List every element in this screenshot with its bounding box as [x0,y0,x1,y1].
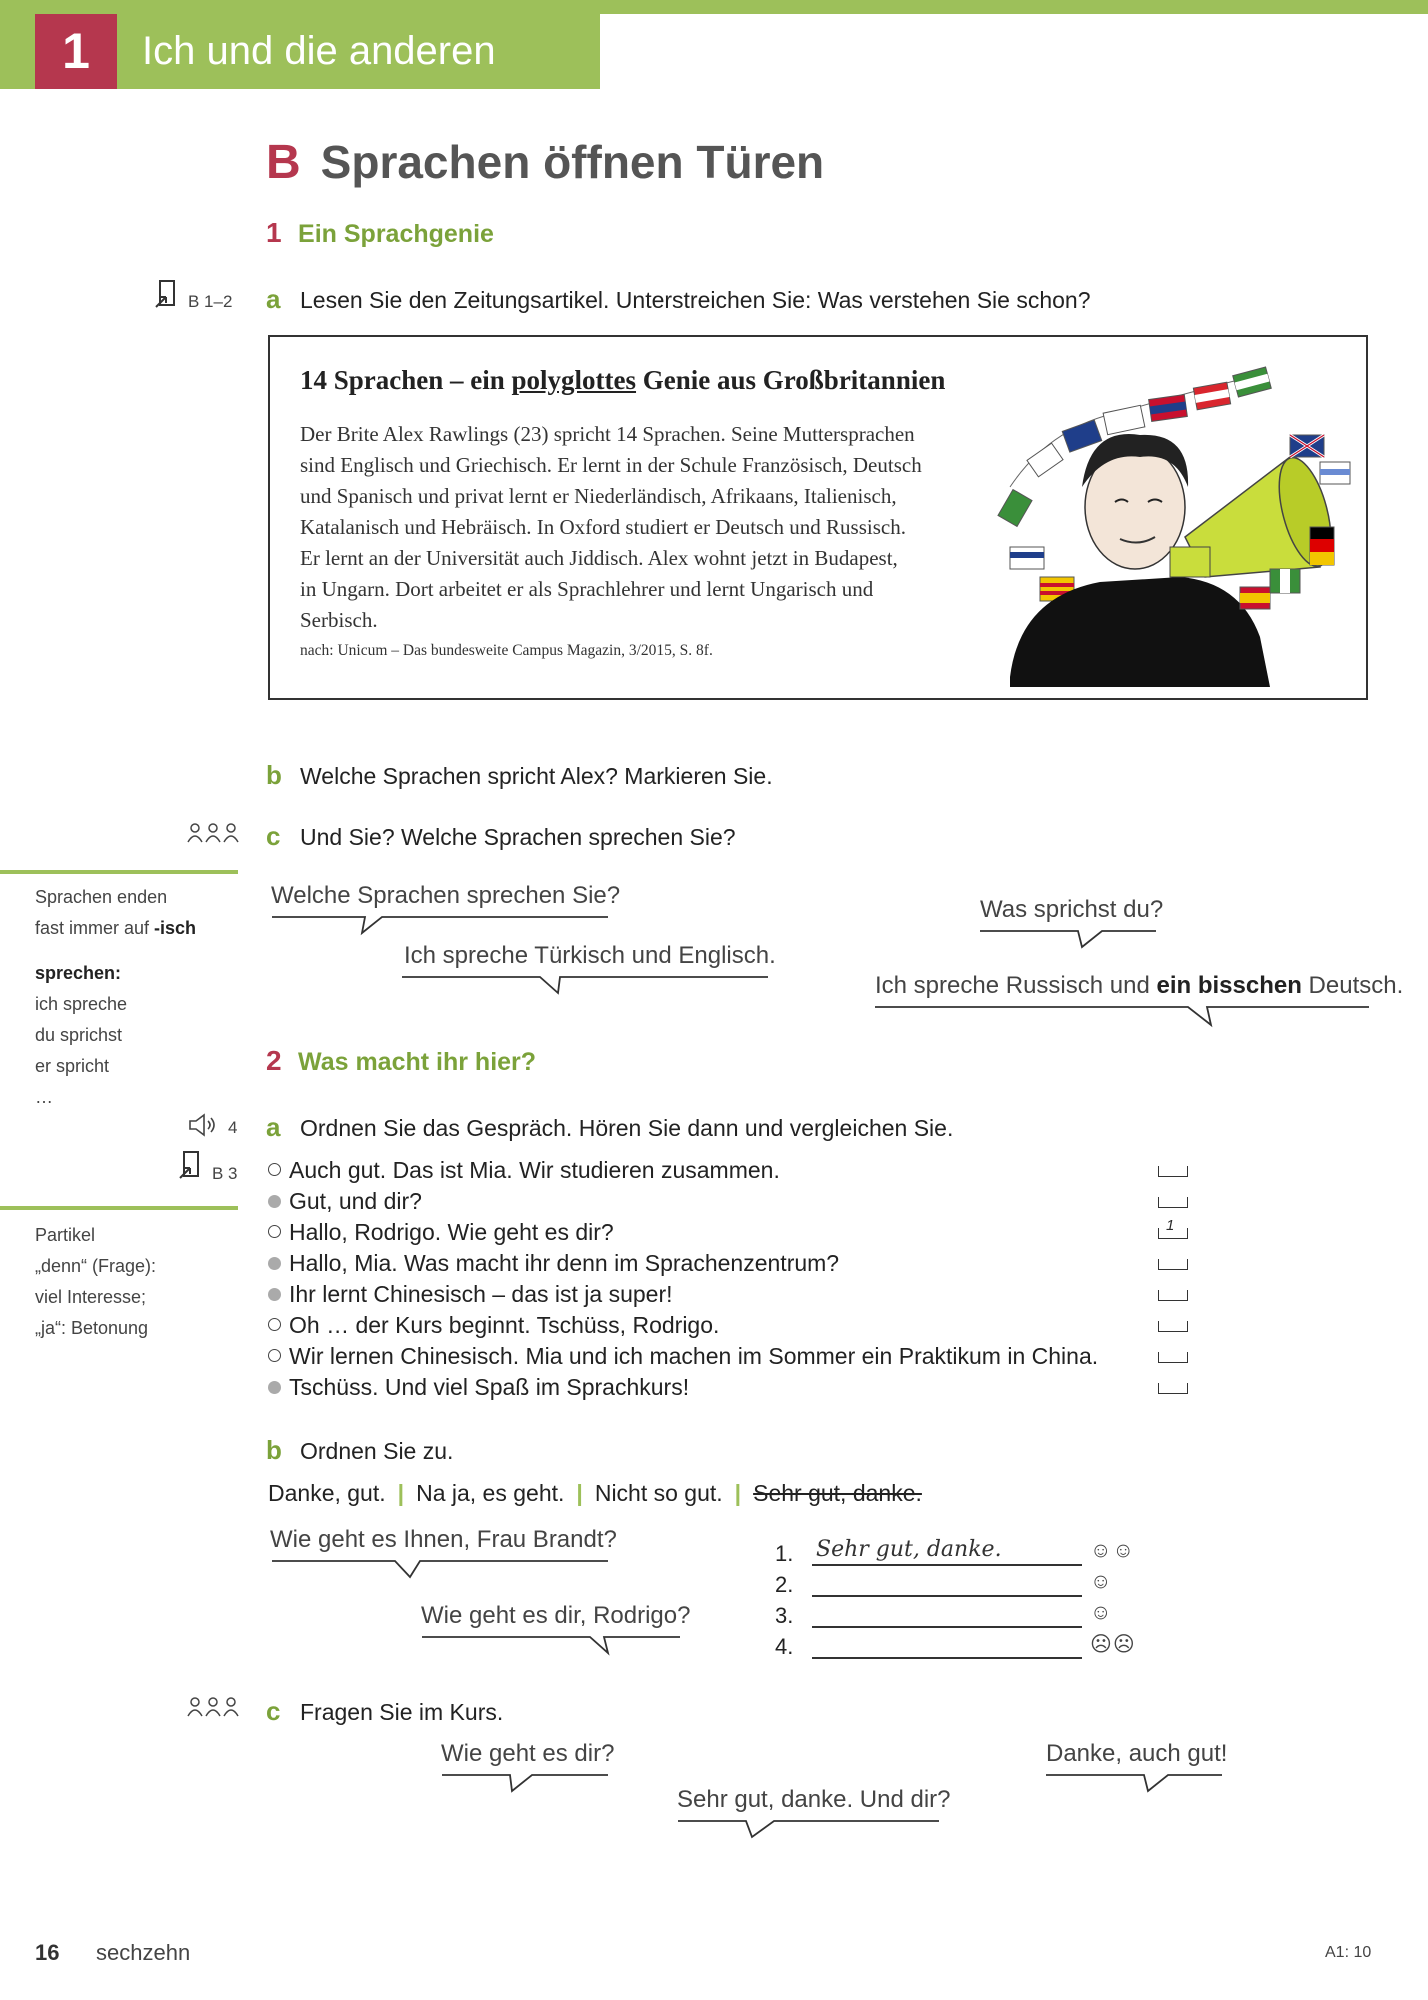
answer-line[interactable] [812,1564,1082,1566]
bubble-question-2: Was sprichst du? [980,896,1164,923]
dialog-line[interactable] [268,1372,1098,1403]
chapter-title: Ich und die anderen [142,29,496,73]
bubble-answer-2-bold: ein bisschen [1156,972,1302,999]
audio-track: 4 [228,1118,238,1137]
answer-number: 1. [775,1541,794,1566]
answer-number: 3. [775,1603,794,1628]
hint-form: ich spreche [35,994,128,1014]
task-1a-text: Lesen Sie den Zeitungsartikel. Unterstreichen Sie: Was verstehen Sie schon? [300,287,1091,313]
bubble-tail-6 [420,1633,682,1659]
hint-text: fast immer auf [35,918,155,938]
dialog-line[interactable] [268,1310,1098,1341]
dialog-list [268,1155,1098,1403]
speaker-filled-icon [268,1195,281,1208]
answer-number: 2. [775,1572,794,1597]
chapter-number: 1 [35,14,117,89]
dialog-text: Hallo, Rodrigo. Wie geht es dir? [289,1219,614,1245]
dialog-text: Auch gut. Das ist Mia. Wir studieren zusammen. [289,1157,780,1183]
smiley-very-happy-icon: ☺☺ [1090,1539,1135,1562]
speaker-open-icon [268,1318,281,1331]
level-code: A1: 10 [1325,1944,1372,1961]
hint-heading [35,958,245,989]
article-line: Serbisch. [300,608,378,632]
task-1c-text: Und Sie? Welche Sprachen sprechen Sie? [300,824,736,850]
order-box[interactable] [1158,1383,1188,1394]
task-1c-letter: c [266,821,281,851]
bubble-tail-8 [676,1817,941,1843]
workbook-icon [178,1150,202,1180]
dialog-line[interactable] [268,1217,1098,1248]
choice-item: Danke, gut. [268,1480,386,1506]
top-rule [0,0,1428,14]
task-2a [266,1112,953,1143]
choice-item-used: Sehr gut, danke. [753,1480,922,1506]
bubble-tail-2 [400,973,770,999]
choice-list [268,1480,922,1507]
exercise-2-title: Was macht ihr hier? [298,1048,537,1076]
article-title-pre: 14 Sprachen – ein [300,365,512,395]
bubble-tail-7 [440,1771,610,1797]
exercise-1-title: Ein Sprachgenie [298,220,494,248]
choice-item: Nicht so gut. [594,1480,723,1506]
sidebar-rule-1 [0,870,238,874]
sidebar-particle-hint [35,1220,245,1344]
article-line: und Spanisch und privat lernt er Niederländisch, Afrikaans, Italienisch, [300,484,897,508]
bubble-c2: Sehr gut, danke. Und dir? [677,1786,951,1813]
bubble-answer-2 [875,972,1403,1000]
bubble-answer-2-pre: Ich spreche Russisch und [875,972,1157,999]
dialog-line[interactable] [268,1155,1098,1186]
answer-number: 4. [775,1634,794,1659]
task-2b-text: Ordnen Sie zu. [300,1438,454,1464]
choice-item: Na ja, es geht. [416,1480,565,1506]
article-title [300,365,945,396]
bubble-tail-9 [1044,1771,1224,1797]
speaker-open-icon [268,1225,281,1238]
exercise-2-heading [266,1045,536,1077]
dialog-text: Gut, und dir? [289,1188,422,1214]
bubble-answer-1: Ich spreche Türkisch und Englisch. [404,942,776,969]
dialog-text: Hallo, Mia. Was macht ihr denn im Sprachenzentrum? [289,1250,840,1276]
task-2a-text: Ordnen Sie das Gespräch. Hören Sie dann und vergleichen Sie. [300,1115,954,1141]
choice-separator: | [397,1480,405,1506]
dialog-line[interactable] [268,1248,1098,1279]
group-work-icon [187,822,239,844]
task-2c-text: Fragen Sie im Kurs. [300,1699,504,1725]
bubble-question-3: Wie geht es Ihnen, Frau Brandt? [270,1526,617,1553]
article-line: Er lernt an der Universität auch Jiddisch. Alex wohnt jetzt in Budapest, [300,546,898,570]
dialog-line[interactable] [268,1186,1098,1217]
task-1b-letter: b [266,760,282,790]
speaker-open-icon [268,1349,281,1362]
task-1c [266,821,736,852]
order-box[interactable] [1158,1259,1188,1270]
task-1a-letter: a [266,284,281,314]
hint-line: „denn“ (Frage): [35,1256,157,1276]
article-title-underlined: polyglottes [511,365,637,395]
task-1b [266,760,773,791]
dialog-text: Ihr lernt Chinesisch – das ist ja super! [289,1281,673,1307]
article-body [300,419,980,636]
smiley-sad-icon: ☹☹ [1090,1633,1136,1656]
hint-line: Partikel [35,1225,96,1245]
answer-line[interactable] [812,1626,1082,1628]
speaker-filled-icon [268,1288,281,1301]
bubble-tail-1 [270,913,610,937]
answer-handwritten[interactable]: Sehr gut, danke. [816,1537,1002,1562]
page-number-word: sechzehn [96,1940,191,1965]
hint-bold: -isch [154,918,197,938]
bubble-tail-4 [873,1003,1373,1031]
order-box[interactable] [1158,1166,1188,1177]
order-box[interactable] [1158,1321,1188,1332]
smiley-happy-icon: ☺ [1090,1570,1113,1593]
workbook-ref-2-label: B 3 [212,1164,238,1183]
choice-separator: | [734,1480,742,1506]
section-heading [266,135,824,190]
smiley-neutral-icon: ☺ [1090,1601,1113,1624]
audio-icon[interactable] [188,1112,220,1138]
workbook-icon [154,279,178,309]
answer-line[interactable] [812,1657,1082,1659]
article-line: sind Englisch und Griechisch. Er lernt in der Schule Französisch, Deutsch [300,453,922,477]
task-2b-letter: b [266,1435,282,1465]
order-box[interactable] [1158,1290,1188,1301]
answer-line[interactable] [812,1595,1082,1597]
workbook-ref-1-label: B 1–2 [188,292,233,311]
section-letter: B [266,136,301,189]
article-line: in Ungarn. Dort arbeitet er als Sprachlehrer und lernt Ungarisch und [300,577,874,601]
bubble-tail-5 [270,1557,610,1583]
speaker-filled-icon [268,1257,281,1270]
group-work-icon [187,1696,239,1718]
choice-separator: | [576,1480,583,1506]
article-source: nach: Unicum – Das bundesweite Campus Magazin, 3/2015, S. 8f. [300,642,713,659]
hint-form: er spricht [35,1056,110,1076]
exercise-1-number: 1 [266,217,282,248]
order-box-value: 1 [1166,1217,1175,1234]
dialog-text: Wir lernen Chinesisch. Mia und ich machen im Sommer ein Praktikum in China. [289,1343,1099,1369]
dialog-line[interactable] [268,1279,1098,1310]
order-box[interactable] [1158,1197,1188,1208]
workbook-ref-1 [154,279,178,314]
sidebar-grammar-hint [35,882,245,1113]
task-2c-letter: c [266,1696,281,1726]
illustration-megaphone-man [990,347,1360,687]
sidebar-rule-2 [0,1206,238,1210]
bubble-answer-2-post: Deutsch. [1301,972,1404,999]
section-title: Sprachen öffnen Türen [320,136,825,188]
page-number: 16 [35,1940,60,1965]
hint-form: du sprichst [35,1025,123,1045]
newspaper-article [268,335,1368,700]
bubble-question-1: Welche Sprachen sprechen Sie? [271,882,621,909]
speaker-open-icon [268,1163,281,1176]
hint-heading-text: sprechen: [35,963,122,983]
article-line: Katalanisch und Hebräisch. In Oxford studiert er Deutsch und Russisch. [300,515,906,539]
task-2a-letter: a [266,1112,281,1142]
exercise-1-heading [266,217,494,249]
speaker-filled-icon [268,1381,281,1394]
bubble-c3: Danke, auch gut! [1046,1740,1228,1767]
task-1a [266,284,1091,315]
bubble-question-4: Wie geht es dir, Rodrigo? [421,1602,691,1629]
hint-line: Sprachen enden [35,887,168,907]
dialog-text: Oh … der Kurs beginnt. Tschüss, Rodrigo. [289,1312,720,1338]
task-1b-text: Welche Sprachen spricht Alex? Markieren Sie. [300,763,773,789]
article-line: Der Brite Alex Rawlings (23) spricht 14 Sprachen. Seine Muttersprachen [300,422,915,446]
bubble-tail-3 [978,927,1158,953]
hint-form: … [35,1087,53,1107]
exercise-2-number: 2 [266,1045,282,1076]
hint-line: „ja“: Betonung [35,1318,149,1338]
task-2c [266,1696,503,1727]
hint-line [35,913,245,944]
order-box[interactable] [1158,1352,1188,1363]
bubble-c1: Wie geht es dir? [441,1740,615,1767]
task-2b [266,1435,453,1466]
dialog-line[interactable] [268,1341,1098,1372]
dialog-text: Tschüss. Und viel Spaß im Sprachkurs! [289,1374,690,1400]
article-title-post: Genie aus Großbritannien [636,365,946,395]
hint-line: viel Interesse; [35,1287,147,1307]
